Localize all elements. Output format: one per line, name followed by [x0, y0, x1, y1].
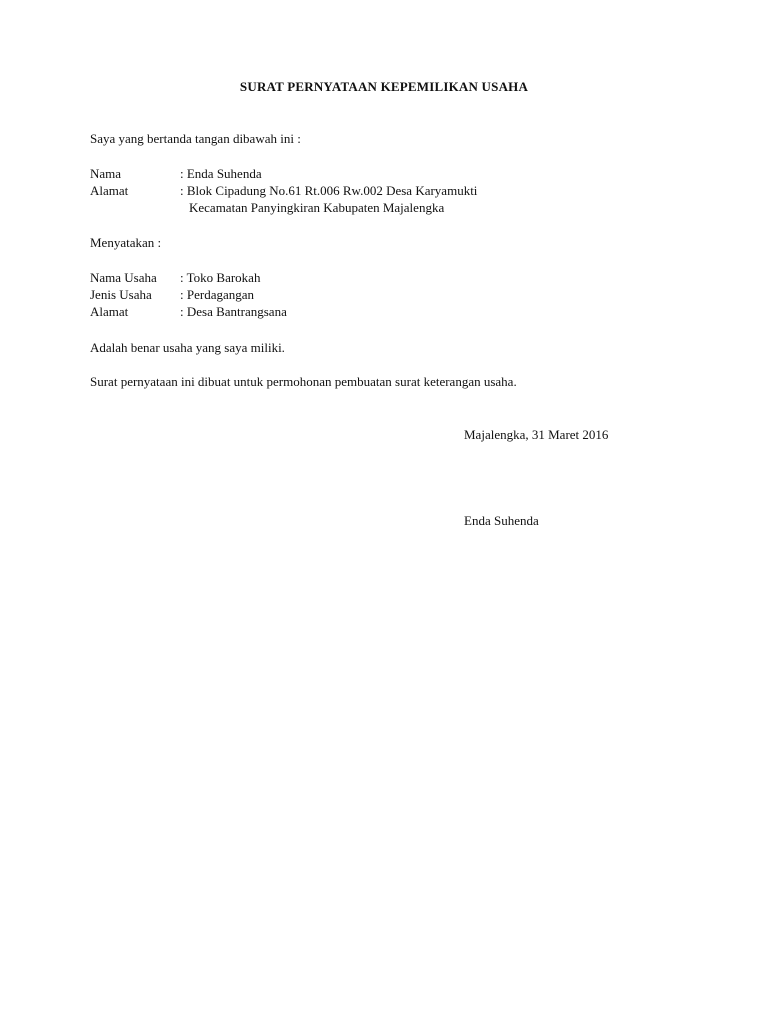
intro-text: Saya yang bertanda tangan dibawah ini : — [90, 131, 301, 146]
business-name-value: : Toko Barokah — [180, 270, 261, 285]
statement-purpose: Surat pernyataan ini dibuat untuk permohonan pembuatan surat keterangan usaha. — [90, 374, 517, 389]
person-address-value-line2: Kecamatan Panyingkiran Kabupaten Majalengka — [189, 200, 445, 215]
business-name-label: Nama Usaha — [90, 270, 157, 285]
person-address-value-line1: : Blok Cipadung No.61 Rt.006 Rw.002 Desa Karyamukti — [180, 183, 478, 198]
statement-ownership: Adalah benar usaha yang saya miliki. — [90, 340, 285, 355]
business-type-value: : Perdagangan — [180, 287, 255, 302]
business-type-label: Jenis Usaha — [90, 287, 152, 302]
person-name-value: : Enda Suhenda — [180, 166, 262, 181]
person-name-label: Nama — [90, 166, 122, 181]
document-title: SURAT PERNYATAAN KEPEMILIKAN USAHA — [239, 79, 529, 94]
place-date: Majalengka, 31 Maret 2016 — [464, 427, 609, 442]
declare-text: Menyatakan : — [90, 235, 162, 250]
business-address-value: : Desa Bantrangsana — [180, 304, 287, 319]
business-address-label: Alamat — [90, 304, 129, 319]
signer-name: Enda Suhenda — [464, 513, 539, 528]
person-address-label: Alamat — [90, 183, 129, 198]
